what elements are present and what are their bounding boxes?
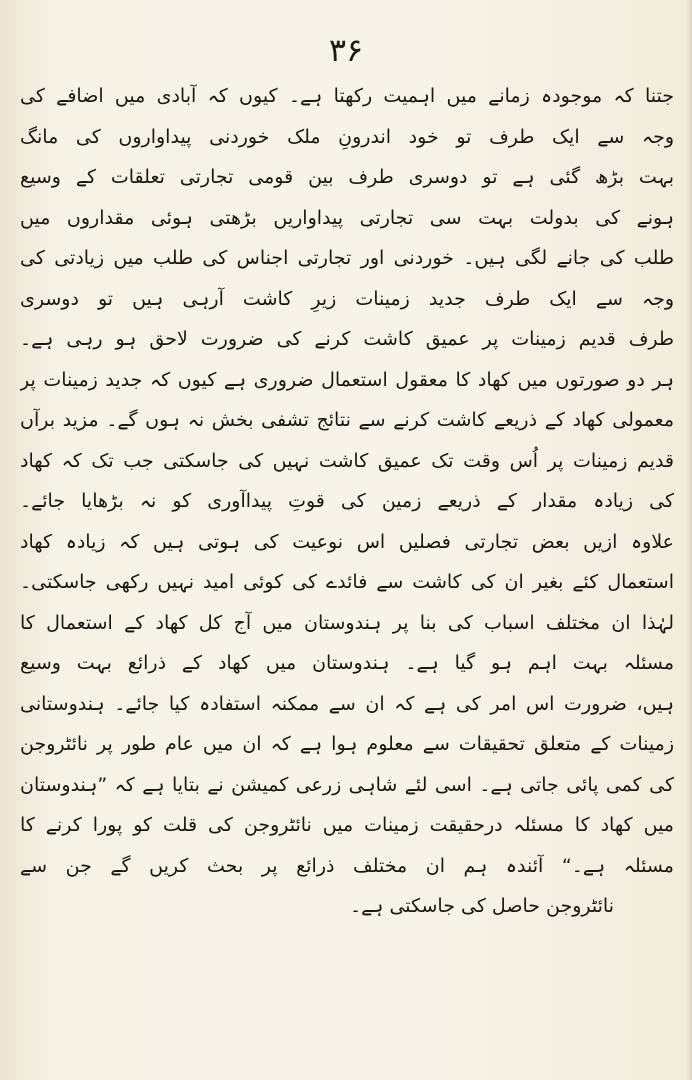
text-line: مسئلہ ہے۔“ آئندہ ہم ان مختلف ذرائع پر بحث کریں گے جن سے	[20, 854, 674, 877]
text-line: مسئلہ بہت اہم ہو گیا ہے۔ ہندوستان میں کھاد کے ذرائع بہت وسیع	[20, 652, 674, 674]
text-line: جتنا کہ موجودہ زمانے میں اہمیت رکھتا ہے۔ کیوں کہ آبادی میں اضافے کی	[20, 85, 674, 107]
text-line: زمینات کے متعلق تحقیقات سے معلوم ہوا ہے کہ ان میں عام طور پر نائٹروجن	[20, 733, 674, 755]
text-line: استعمال کئے بغیر ان کی کاشت سے فائدے کی کوئی امید نہیں رکھی جاسکتی۔	[20, 571, 674, 593]
text-line: ہر دو صورتوں میں کھاد کا معقول استعمال ضروری ہے کیوں کہ جدید زمینات پر	[20, 368, 674, 391]
text-line: وجہ سے ایک طرف تو خود اندرونِ ملک خوردنی پیداواروں کی مانگ	[20, 125, 674, 148]
text-line: ہیں، ضرورت اس امر کی ہے کہ ان سے ممکنہ استفادہ کیا جائے۔ ہندوستانی	[20, 692, 674, 715]
text-line: کی زیادہ مقدار کے ذریعے زمین کی قوتِ پیداآوری کو نہ بڑھایا جائے۔	[20, 490, 674, 512]
text-line: طلب کی جانے لگی ہیں۔ خوردنی اور تجارتی اجناس کی طلب میں زیادتی کی	[20, 247, 674, 269]
text-line: وجہ سے ایک طرف جدید زمینات زیرِ کاشت آرہی ہیں تو دوسری	[20, 287, 674, 310]
page-edge-shadow	[686, 0, 692, 1080]
text-line: طرف قدیم زمینات پر عمیق کاشت کرنے کی ضرورت لاحق ہو رہی ہے۔	[20, 328, 674, 350]
body-text	[20, 76, 674, 927]
page-number: ۳۶	[328, 31, 364, 69]
text-line: علاوہ ازیں بعض تجارتی فصلیں اس نوعیت کی ہوتی ہیں کہ زیادہ کھاد	[20, 530, 674, 553]
text-line: کی کمی پائی جاتی ہے۔ اسی لئے شاہی زرعی کمیشن نے بتایا ہے کہ ”ہندوستان	[20, 773, 674, 796]
text-line: لہٰذا ان مختلف اسباب کی بنا پر ہندوستان میں آج کل کھاد کے استعمال کا	[20, 611, 674, 634]
text-line: ہونے کی بدولت بہت سی تجارتی پیداواریں بڑھتی ہوئی مقداروں میں	[20, 206, 674, 229]
text-line: میں کھاد کا مسئلہ درحقیقت زمینات میں نائٹروجن کی قلت کو پورا کرنے کا	[20, 814, 674, 836]
text-line: قدیم زمینات پر اُس وقت تک عمیق کاشت نہیں کی جاسکتی جب تک کہ کھاد	[20, 449, 674, 472]
text-line-last: نائٹروجن حاصل کی جاسکتی ہے۔	[350, 895, 614, 917]
text-line: بہت بڑھ گئی ہے تو دوسری طرف بین قومی تجارتی تعلقات کے وسیع	[20, 166, 674, 188]
text-line: معمولی کھاد کے ذریعے کاشت کرنے سے نتائج تشفی بخش نہ ہوں گے۔ مزید برآں	[20, 409, 674, 431]
